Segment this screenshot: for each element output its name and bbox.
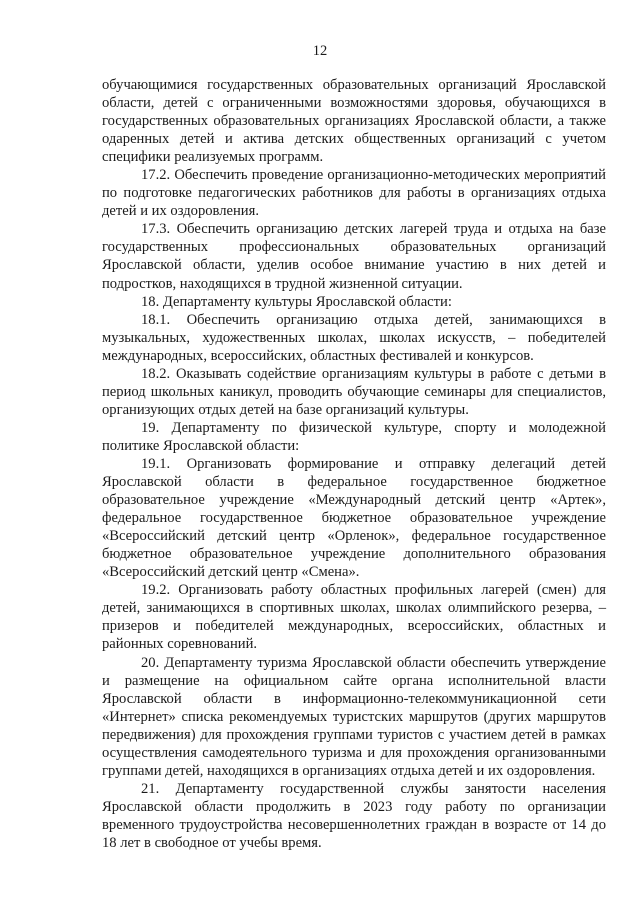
- document-body: [102, 76, 606, 852]
- paragraph-19: 19. Департаменту по физической культуре, спорту и молодежной политике Ярославской области:: [102, 419, 606, 454]
- paragraph-17-2: 17.2. Обеспечить проведение организационно-методических мероприятий по подготовке педагогических работников для работы в организациях отдыха детей и их оздоровления.: [102, 167, 606, 220]
- paragraph-17-3: 17.3. Обеспечить организацию детских лагерей труда и отдыха на базе государственных профессиональных образовательных организаций Ярославской области, уделив особое внимание участию в них детей и подростков, находящихся в трудной жизненной ситуации.: [102, 221, 606, 292]
- page-number: 12: [312, 43, 328, 59]
- paragraph-19-2: 19.2. Организовать работу областных профильных лагерей (смен) для детей, занимающихся в спортивных школах, школах олимпийского резерва, – призеров и победителей международных, всероссийских, областных и районных соревнований.: [102, 582, 606, 653]
- paragraph-18-2: 18.2. Оказывать содействие организациям культуры в работе с детьми в период школьных каникул, проводить обучающие семинары для специалистов, организующих отдых детей на базе организаций культуры.: [102, 365, 606, 418]
- paragraph-20: 20. Департаменту туризма Ярославской области обеспечить утверждение и размещение на официальном сайте органа исполнительной власти Ярославской области в информационно-телекоммуникационной сети «Интернет» списка рекомендуемых туристских маршрутов (других маршрутов передвижения) для прохождения группами туристов с участием детей в рамках осуществления самодеятельного туризма и для прохождения организованными группами детей, находящихся в организациях отдыха детей и их оздоровления.: [102, 654, 606, 779]
- paragraph-18: 18. Департаменту культуры Ярославской области:: [141, 293, 452, 310]
- paragraph-continuation: обучающимися государственных образовательных организаций Ярославской области, детей с ограниченными возможностями здоровья, обучающихся в государственных образовательных организациях Ярославской области, а также одаренных детей и актива детских общественных организаций с учетом специфики реализуемых программ.: [102, 77, 606, 166]
- paragraph-21: 21. Департаменту государственной службы занятости населения Ярославской области продолжить в 2023 году работу по организации временного трудоустройства несовершеннолетних граждан в возрасте от 14 до 18 лет в свободное от учебы время.: [102, 780, 606, 851]
- paragraph-19-1: 19.1. Организовать формирование и отправку делегаций детей Ярославской области в федеральное государственное бюджетное образовательное учреждение «Международный детский центр «Артек», федеральное государственное бюджетное образовательное учреждение «Всероссийский детский центр «Орленок», федеральное государственное бюджетное образовательное учреждение дополнительного образования «Всероссийский детский центр «Смена».: [102, 455, 606, 581]
- paragraph-18-1: 18.1. Обеспечить организацию отдыха детей, занимающихся в музыкальных, художественных школах, школах искусств, – победителей международных, всероссийских, областных фестивалей и конкурсов.: [102, 311, 606, 364]
